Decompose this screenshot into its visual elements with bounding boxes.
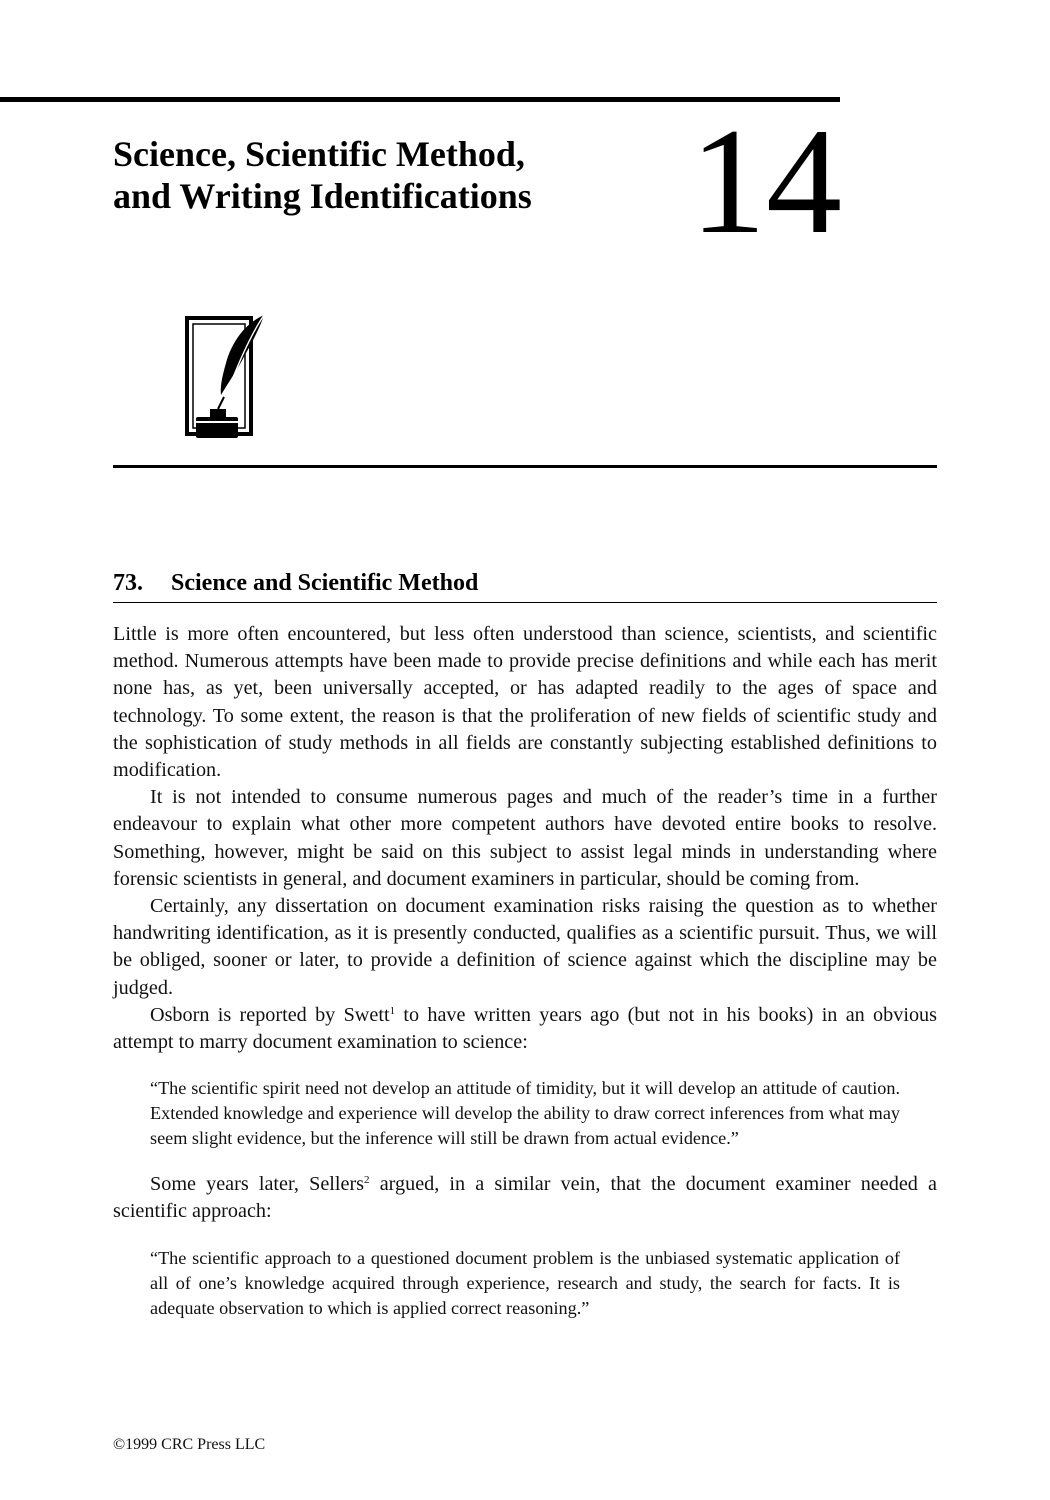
quill-and-inkwell-icon	[182, 313, 268, 443]
paragraph-5-text: Some years later, Sellers	[150, 1173, 365, 1196]
header-rule	[113, 465, 937, 468]
paragraph-2: It is not intended to consume numerous pages and much of the reader’s time in a further endeavour to explain what other more competent authors have devoted entire books to resolve. Something, however, might be said on this subject to assist legal minds in understanding where forensic scientists in general, and document examiners in particular, should be coming from.	[113, 786, 937, 890]
paragraph-5	[113, 1171, 937, 1225]
paragraph-1: Little is more often encountered, but less often understood than science, scientists, and scientific method. Numerous attempts have been made to provide precise definitions and while each has merit none has, as yet, been universally accepted, or has adapted readily to the ages of space and technology. To some extent, the reason is that the proliferation of new fields of scientific study and the sophistication of study methods in all fields are constantly subjecting established definitions to modification.	[113, 623, 937, 782]
chapter-title: Science, Scientific Method, and Writing Identifications	[113, 134, 532, 216]
footnote-ref-2: 2	[364, 1174, 370, 1187]
copyright-footer: ©1999 CRC Press LLC	[113, 1436, 266, 1453]
footnote-ref-1: 1	[389, 1004, 396, 1017]
paragraph-4-text-cont: to have written years ago (but not in his books) in an obvious attempt to marry document examination to science:	[113, 1003, 937, 1054]
paragraph-4	[113, 1002, 937, 1056]
body-text	[113, 621, 937, 1341]
paragraph-4-text: Osborn is reported by Swett	[150, 1003, 390, 1026]
paragraph-3: Certainly, any dissertation on document examination risks raising the question as to whether handwriting identification, as it is presently conducted, qualifies as a scientific pursuit. Thus, we will be obliged, sooner or later, to provide a definition of science against which the discipline may be judged.	[113, 895, 937, 999]
block-quote-osborn: “The scientific spirit need not develop an attitude of timidity, but it will develop an attitude of caution. Extended knowledge and experience will develop the ability to draw correct inferences from what may seem slight evidence, but the inference will still be drawn from actual evidence.”	[150, 1078, 900, 1149]
block-quote-sellers: “The scientific approach to a questioned document problem is the unbiased systematic application of all of one’s knowledge acquired through experience, research and study, the search for facts. It is adequate observation to which is applied correct reasoning.”	[150, 1247, 900, 1318]
chapter-number: 14	[690, 97, 842, 265]
section-number: 73.	[113, 570, 143, 596]
paragraph-5-text-cont: argued, in a similar vein, that the document examiner needed a scientific approach:	[113, 1173, 937, 1223]
section-title: Science and Scientific Method	[171, 570, 479, 596]
section-heading	[113, 566, 937, 603]
